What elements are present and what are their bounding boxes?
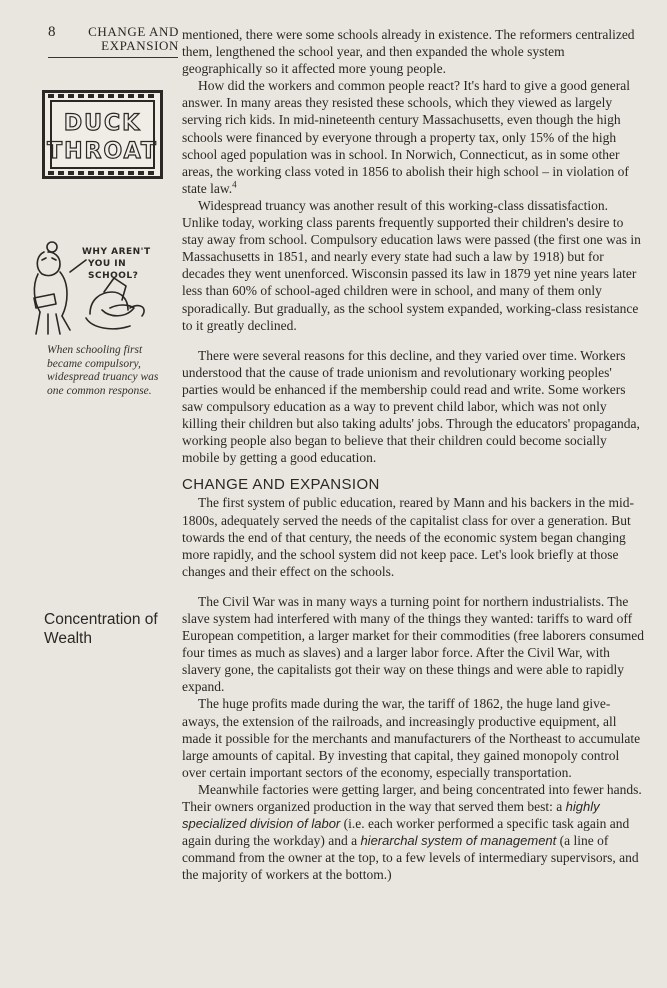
paragraph-text: Meanwhile factories were getting larger, and being concentrated into fewer hands. Their owners organized production in the way that served them best: a xyxy=(182,781,642,815)
logo-perforation-top xyxy=(48,94,157,98)
footnote-marker: 4 xyxy=(232,179,237,190)
figure-caption: When schooling first became compulsory, widespread truancy was one common response. xyxy=(47,344,159,397)
running-head-line-1: CHANGE AND xyxy=(88,24,179,39)
paragraph-gap xyxy=(182,334,645,347)
margin-heading: Concentration of Wealth xyxy=(44,611,158,647)
logo-perforation-bottom xyxy=(48,171,157,175)
paragraph: Widespread truancy was another result of this working-class dissatisfaction. Unlike today, working class parents frequently supported their children's desire to stay away from school. Compulsory education laws were passed (the first one was in Massachusetts in 1851, and nearly every state had such a law by 1918) but for decades they went unenforced. Wisconsin passed its law in 1879 yet nine years later less than 60% of school-aged children were in school, and many of them only sporadically. But gradually, as the school system expanded, working-class resistance to it greatly declined. xyxy=(182,197,641,333)
main-text xyxy=(182,26,645,884)
duck-throat-logo xyxy=(42,90,163,179)
paragraph xyxy=(182,77,645,197)
emphasized-term: highly specialized division of labor xyxy=(182,799,600,832)
paragraph-text: (i.e. each worker performed a specific task again and again during the workday) and a xyxy=(182,816,630,849)
page-number: 8 xyxy=(48,24,56,40)
paragraph: The first system of public education, reared by Mann and his backers in the mid-1800s, adequately served the needs of the capitalist class for over a generation. But towards the end of that century, the needs of the economic system began changing more rapidly, and the school system did not keep pace. Let's look briefly at those changes and their effect on the schools. xyxy=(182,495,635,579)
paragraph-text: How did the workers and common people react? It's hard to give a good general answer. In many areas they resisted these schools, which they viewed as largely serving rich kids. In mid-nineteenth century Massachusetts, even though the high schools were financed by everyone through a property tax, only 15% of the high school aged population was in school. In Norwich, Connecticut, as in some other areas, the working class voted in 1856 to abolish their high school – in violation of state law. xyxy=(182,78,631,196)
balloon-line-2: YOU IN SCHOOL? xyxy=(88,259,139,281)
section-heading: CHANGE AND EXPANSION xyxy=(182,476,380,494)
paragraph: The huge profits made during the war, the tariff of 1862, the huge land give-aways, the extension of the railroads, and increasingly productive equipment, all made it possible for the merchants and manufacturers of the Northeast to accumulate large amounts of capital. By investing that capital, they gained monopoly control over certain important sectors of the economy, especially transportation. xyxy=(182,696,641,780)
balloon-line-1: WHY AREN'T xyxy=(82,247,151,257)
emphasized-term: hierarchal system of management xyxy=(360,833,557,849)
paragraph: mentioned, there were some schools already in existence. The reformers centralized them, lengthened the school year, and then expanded the whole system geographically so it affected more young people. xyxy=(182,27,635,77)
paragraph xyxy=(182,781,645,884)
logo-word-1: DUCK xyxy=(63,111,142,136)
logo-word-2: THROAT xyxy=(47,139,158,164)
running-head xyxy=(87,25,179,53)
paragraph: The Civil War was in many ways a turning point for northern industrialists. The slave system had interfered with many of the things they wanted: tariffs to ward off European competition, a larger market for their commodities (free laborers consumed four times as much as slaves) and a larger labor force. After the Civil War, with slavery gone, the capitalists got their way on these things and were able to rapidly expand. xyxy=(182,593,644,695)
paragraph: There were several reasons for this decline, and they varied over time. Workers understood that the cause of trade unionism and revolutionary working peoples' parties would be enhanced if the membership could read and write. Some workers saw compulsory education as a way to prevent child labor, which was not only killing their children but also taking adults' jobs. Through the educators' propaganda, working people also began to believe that their children could become socially mobile by getting a good education. xyxy=(182,347,640,466)
speech-balloon xyxy=(82,246,164,282)
running-head-line-2: EXPANSION xyxy=(101,38,179,53)
paragraph-text: (a line of command from the owner at the top, to a few levels of intermediary supervisors, and the majority of workers at the bottom.) xyxy=(182,833,639,883)
paragraph-gap xyxy=(182,580,645,593)
header-rule xyxy=(48,57,178,58)
